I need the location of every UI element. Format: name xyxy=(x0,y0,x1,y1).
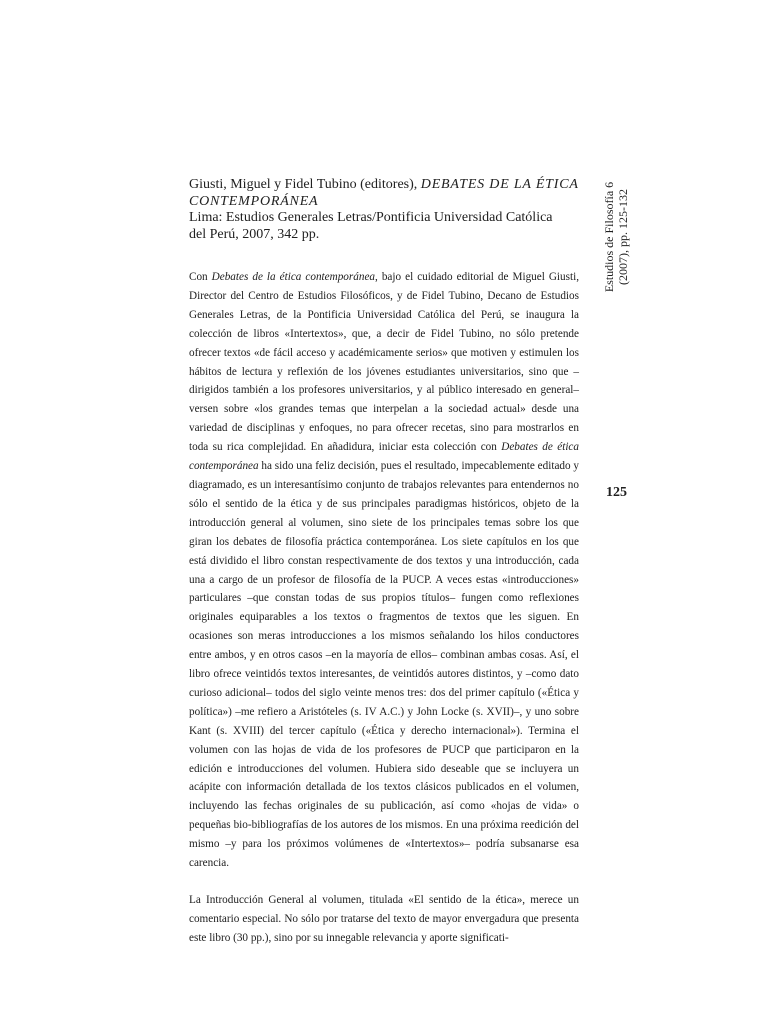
paragraph-1-text-b: , bajo el cuidado editorial de Miguel Giusti, Director del Centro de Estudios Filosóficos, y de Fidel Tubino, Decano de Estudios Generales Letras, de la Pontificia Universidad Católica del Perú, se inaugura la colección de libros «Intertextos», que, a decir de Fidel Tubino, no sólo pretende ofrecer textos «de fácil acceso y académicamente serios» que motiven y estimulen los hábitos de lectura y reflexión de los jóvenes estudiantes universitarios, sino que –dirigidos también a los profesores universitarios, y al público interesado en general– versen sobre «los grandes temas que interpelan a la sociedad actual» desde una variedad de disciplinas y enfoques, no para ofrecer recetas, sino para mostrarlos en toda su rica complejidad. En añadidura, iniciar esta colección con xyxy=(189,271,579,454)
paragraph-1-italic-title-2: Debates de ética contemporánea xyxy=(189,441,579,473)
paragraph-1-text-c: ha sido una feliz decisión, pues el resultado, impecablemente editado y diagramado, es un interesantísimo conjunto de trabajos relevantes para entendernos no sólo el sentido de la ética y de sus principales paradigmas históricos, objeto de la introducción general al volumen, sino siete de los principales temas sobre los que giran los debates de filosofía práctica contemporánea. Los siete capítulos en los que está dividido el libro constan respectivamente de dos textos y una introducción, cada una a cargo de un profesor de filosofía de la PUCP. A veces estas «introducciones» particulares –que constan todas de sus propios títulos– fungen como reflexiones originales equiparables a los textos o fragmentos de textos que les siguen. En ocasiones son meras introducciones a los mismos señalando los hilos conductores entre ambos, y en otros casos –en la mayoría de ellos– combinan ambas cosas. Así, el libro ofrece veintidós textos interesantes, de veintidós autores distintos, y –como dato curioso adicional– todos del siglo veinte menos tres: dos del primer capítulo («Ética y política») –me refiero a Aristóteles (s. IV A.C.) y John Locke (s. XVII)–, y uno sobre Kant (s. XVIII) del tercer capítulo («Ética y derecho internacional»). Termina el volumen con las hojas de vida de los profesores de PUCP que participaron en la edición e introducciones del volumen. Hubiera sido deseable que se incluyera un acápite con información detallada de los textos clásicos publicados en el volumen, incluyendo las fechas originales de su publicación, así como «hojas de vida» o pequeñas bio-bibliografías de los autores de los mismos. En una próxima reedición del mismo –y para los próximos volúmenes de «Intertextos»– podría subsanarse esa carencia. xyxy=(189,460,579,870)
paragraph-1-text-a: Con xyxy=(189,271,212,283)
editors: Giusti, Miguel y Fidel Tubino (editores), xyxy=(189,177,418,192)
journal-reference xyxy=(596,170,636,305)
bibliographic-header xyxy=(189,177,579,243)
paragraph-1 xyxy=(189,268,579,873)
journal-volume-pages: (2007), pp. 125-132 xyxy=(616,189,630,285)
journal-name: Estudios de Filosofía 6 xyxy=(602,181,616,293)
paragraph-1-italic-title: Debates de la ética contemporánea xyxy=(211,271,376,283)
book-title: DEBATES DE LA ÉTICA xyxy=(420,177,579,192)
publisher-line-1: Lima: Estudios Generales Letras/Pontificia Universidad Católica xyxy=(189,210,553,225)
header-line-1 xyxy=(189,177,579,194)
publisher-line-2: del Perú, 2007, 342 pp. xyxy=(189,226,320,242)
page-number: 125 xyxy=(606,485,627,500)
book-title-continued: CONTEMPORÁNEA xyxy=(189,193,319,209)
review-body xyxy=(189,268,579,948)
paragraph-2: La Introducción General al volumen, titulada «El sentido de la ética», merece un comentario especial. No sólo por tratarse del texto de mayor envergadura que presenta este libro (30 pp.), sino por su innegable relevancia y aporte significati- xyxy=(189,894,579,944)
